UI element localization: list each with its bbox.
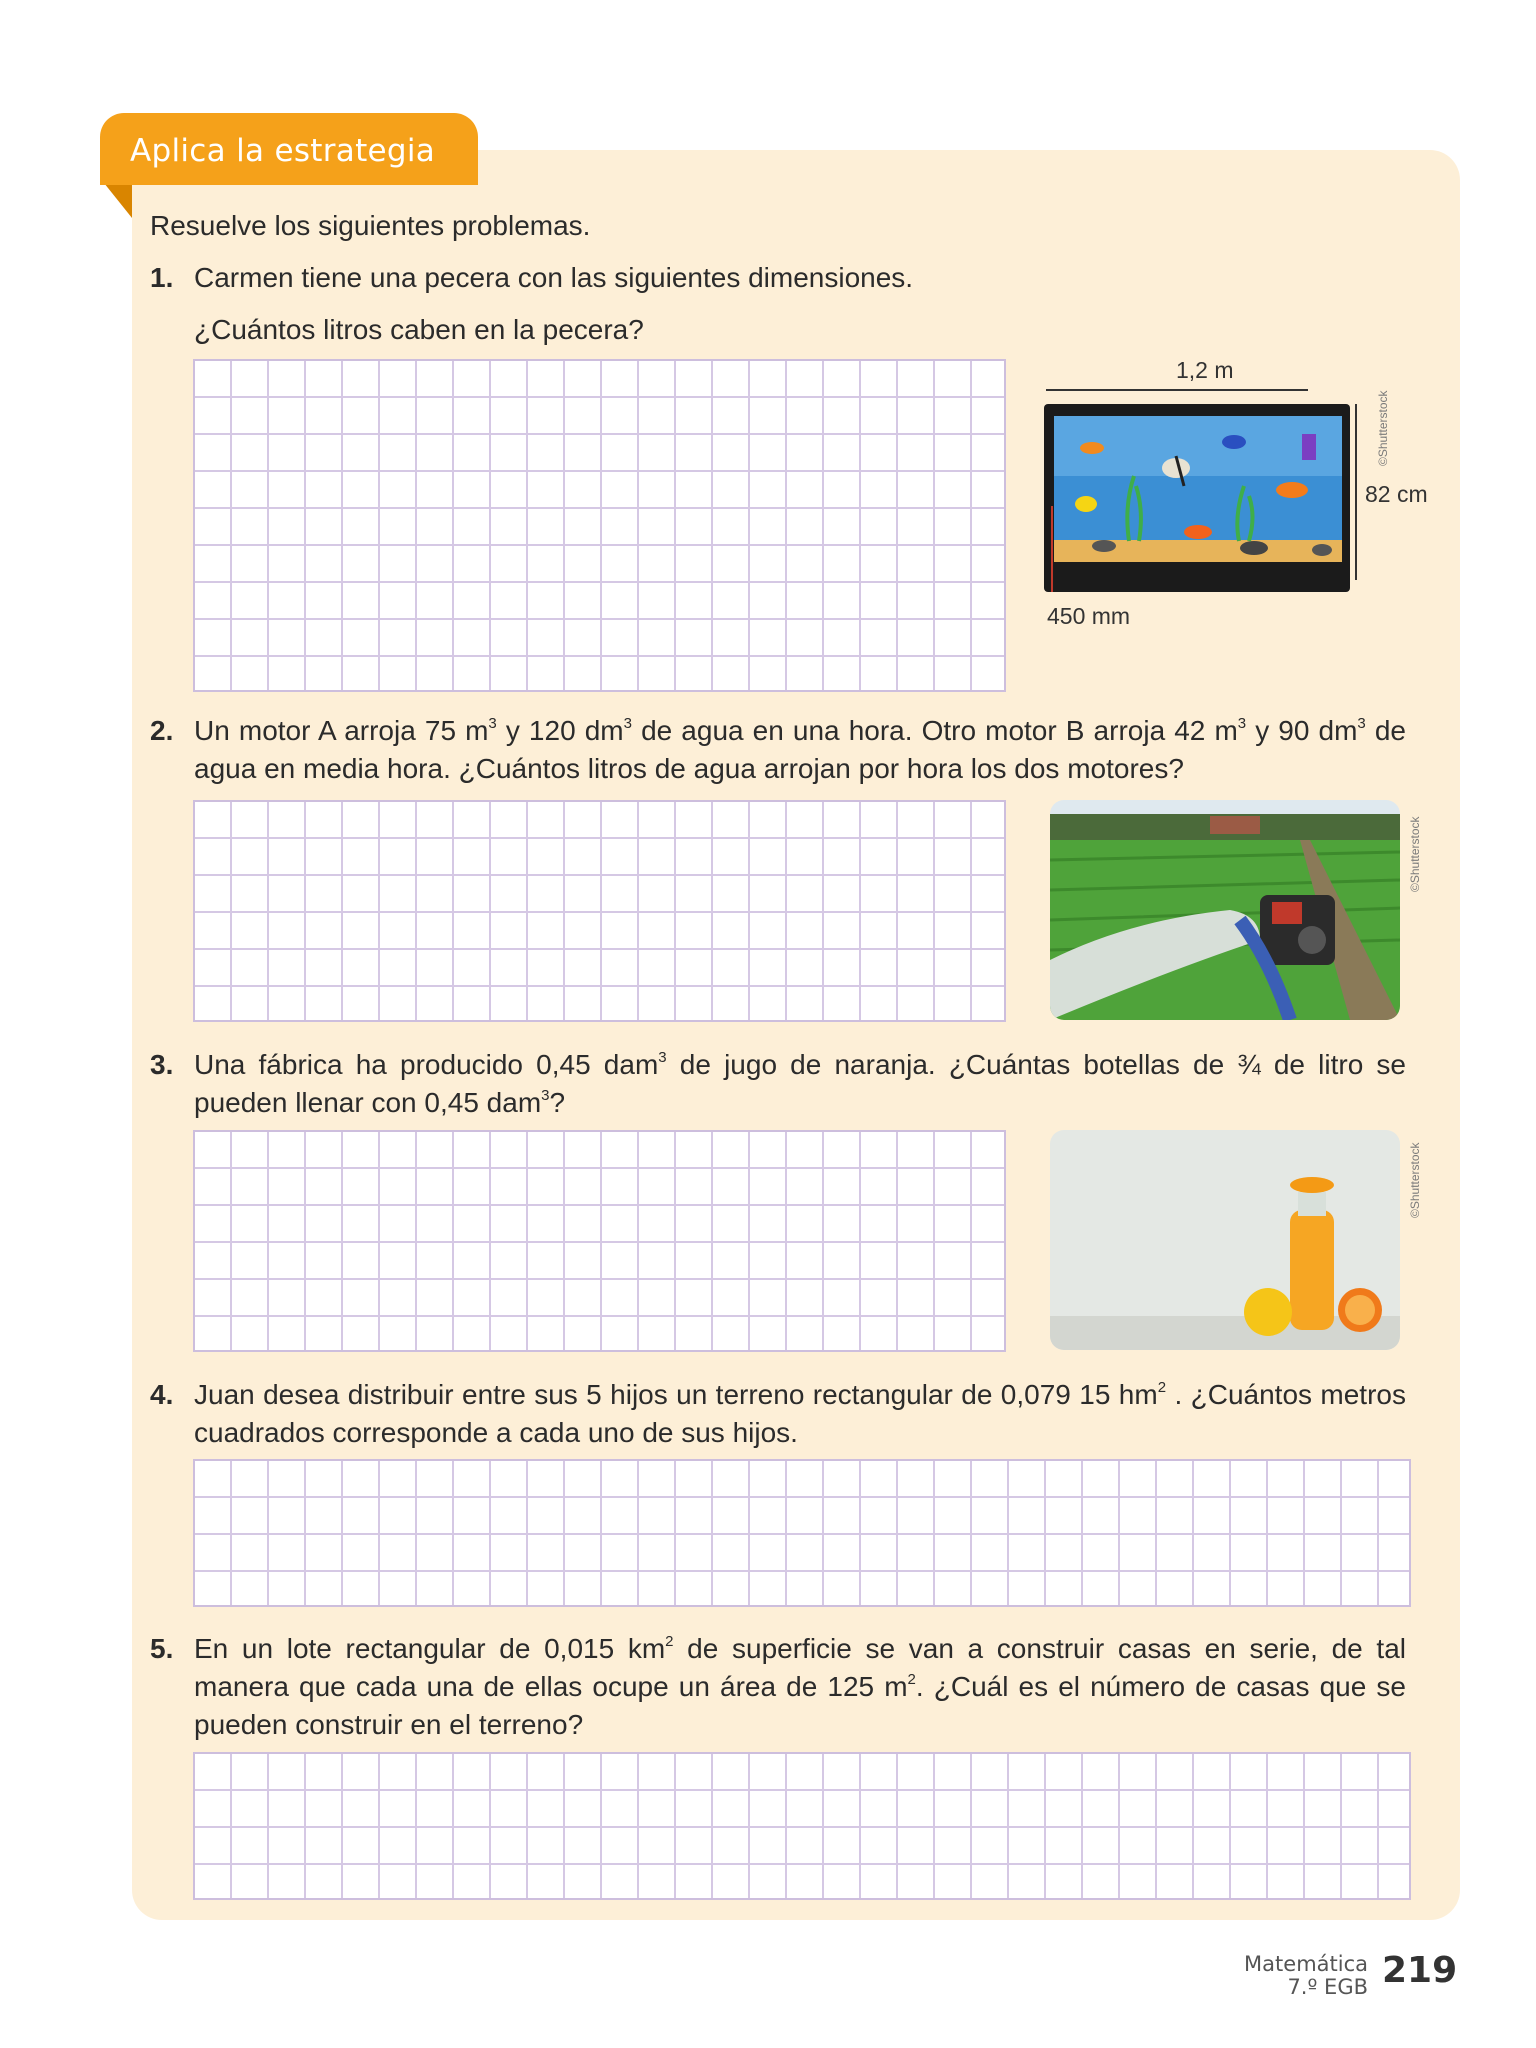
footer-subject: Matemática — [1244, 1952, 1368, 1976]
photo-credit-3: ©Shutterstock — [1408, 1142, 1422, 1218]
footer-grade: 7.º EGB — [1287, 1975, 1368, 1999]
problem-1-question: ¿Cuántos litros caben en la pecera? — [194, 314, 644, 345]
depth-label: 450 mm — [1047, 603, 1131, 629]
problem-4-number: 4. — [150, 1379, 174, 1410]
answer-grid-1[interactable] — [193, 359, 1006, 692]
problem-4-statement: Juan desea distribuir entre sus 5 hijos un terreno rectangular de 0,079 15 $hm^2$ . ¿Cuántos metros cuadrados corresponde a cada uno de sus hijos. — [194, 1379, 1406, 1448]
answer-grid-2[interactable] — [193, 800, 1006, 1022]
answer-grid-3[interactable] — [193, 1130, 1006, 1352]
problem-1-statement: Carmen tiene una pecera con las siguientes dimensiones. — [194, 262, 914, 293]
problem-3-statement: Una fábrica ha producido 0,45 dam$^3$ de jugo de naranja. ¿Cuántas botellas de ¾ de litro se pueden llenar con 0,45 dam$^3$? — [194, 1049, 1406, 1118]
photo-credit-2: ©Shutterstock — [1408, 816, 1422, 892]
problem-2-statement: Un motor A arroja 75 $m^3$ y 120 $dm^3$ de agua en una hora. Otro motor B arroja 42 $m^3$ y 90 $dm^3$ de agua en media hora. ¿Cuántos litros de agua arrojan por hora los dos motores? — [194, 715, 1406, 784]
orange-juice-image — [1050, 1130, 1400, 1350]
answer-grid-4[interactable] — [193, 1459, 1411, 1607]
instructions: Resuelve los siguientes problemas. — [150, 210, 591, 241]
rice-field-pump-image — [1050, 800, 1400, 1020]
answer-grid-5[interactable] — [193, 1752, 1411, 1900]
width-label: 1,2 m — [1176, 357, 1234, 383]
problem-5-statement: En un lote rectangular de 0,015 $km^2$ de superficie se van a construir casas en serie, de tal manera que cada una de ellas ocupe un área de 125 $m^2$. ¿Cuál es el número de casas que se pueden construir en el terreno? — [194, 1633, 1406, 1740]
page-number: 219 — [1382, 1950, 1458, 1991]
problem-3-number: 3. — [150, 1049, 174, 1080]
footer-subject-block — [1244, 1953, 1368, 1999]
aquarium-image — [1044, 356, 1364, 596]
photo-credit-1: ©Shutterstock — [1376, 390, 1390, 466]
section-tab: Aplica la estrategia — [100, 113, 478, 185]
height-label: 82 cm — [1365, 481, 1428, 507]
problem-5-number: 5. — [150, 1633, 174, 1664]
problem-1-number: 1. — [150, 262, 174, 293]
problem-2-number: 2. — [150, 715, 174, 746]
